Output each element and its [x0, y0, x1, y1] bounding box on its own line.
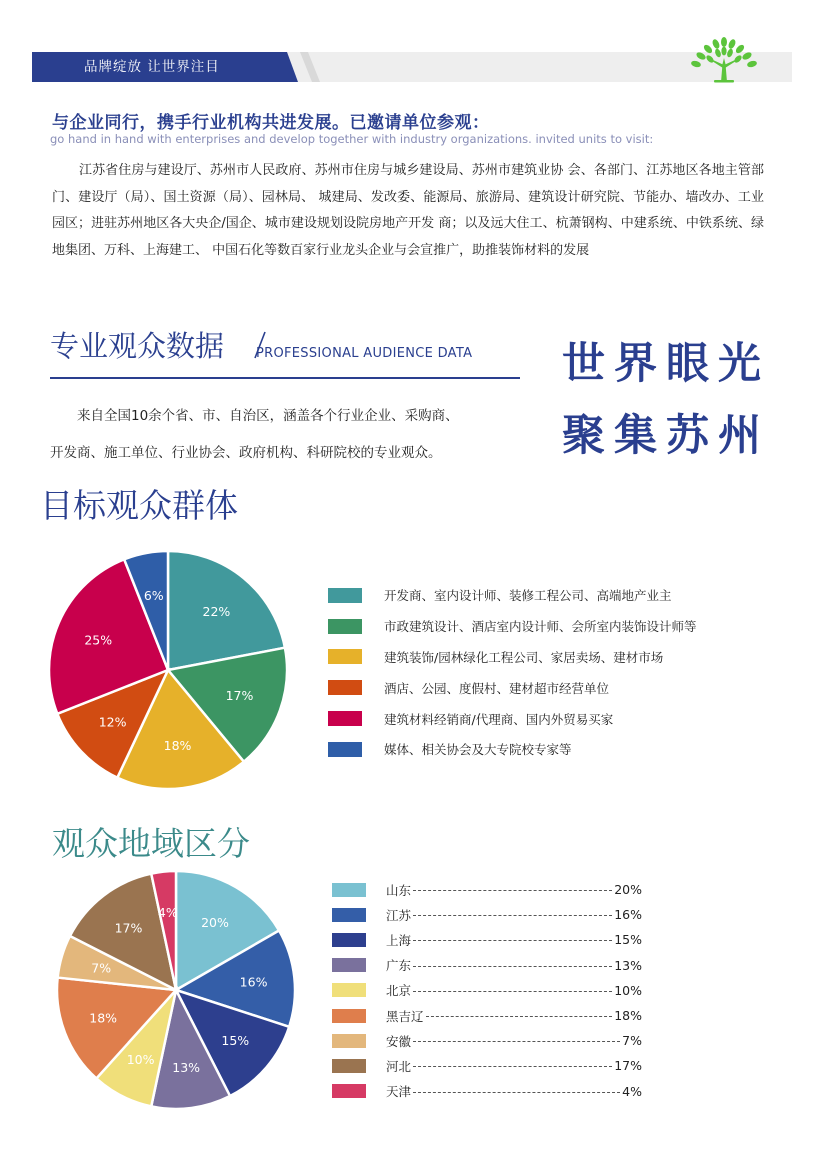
target-slice-label-4: 25%	[84, 632, 113, 648]
region-legend-item	[332, 1079, 642, 1104]
legend-swatch	[328, 619, 362, 634]
legend-leader-line	[413, 1041, 620, 1042]
target-legend-item	[328, 703, 697, 734]
region-legend-item	[332, 953, 642, 978]
invite-heading: 与企业同行，携手行业机构共进发展。已邀请单位参观：	[52, 113, 490, 133]
region-legend-item	[332, 978, 642, 1003]
region-slice-label-5: 18%	[89, 1010, 118, 1026]
legend-value: 10%	[614, 982, 642, 998]
legend-value: 7%	[622, 1033, 642, 1049]
professional-line-2: 开发商、施工单位、行业协会、政府机构、科研院校的专业观众。	[50, 445, 442, 461]
legend-value: 4%	[622, 1083, 642, 1099]
slogan-line-2: 聚集苏州	[562, 411, 770, 461]
brand-slogan: 品牌绽放 让世界注目	[84, 59, 220, 75]
region-legend-item	[332, 877, 642, 902]
target-audience-pie-chart	[40, 545, 300, 805]
region-slice-label-1: 16%	[239, 974, 268, 990]
legend-label: 安徽	[386, 1033, 412, 1049]
region-slice-label-8: 4%	[157, 904, 178, 920]
target-legend-item	[328, 734, 697, 765]
legend-swatch	[328, 711, 362, 726]
target-slice-label-0: 22%	[202, 603, 231, 619]
professional-description	[50, 398, 520, 472]
legend-leader-line	[413, 966, 612, 967]
legend-swatch	[328, 588, 362, 603]
legend-swatch	[328, 649, 362, 664]
region-slice-label-7: 17%	[114, 920, 143, 936]
legend-swatch	[332, 1059, 366, 1073]
legend-swatch	[332, 1034, 366, 1048]
region-pie-chart	[46, 866, 306, 1126]
legend-label: 市政建筑设计、酒店室内设计师、会所室内装饰设计师等	[384, 619, 697, 635]
region-legend-item	[332, 1053, 642, 1078]
legend-label: 上海	[386, 932, 412, 948]
legend-label: 河北	[386, 1058, 412, 1074]
target-audience-legend	[328, 580, 697, 765]
target-slice-label-1: 17%	[225, 688, 254, 704]
legend-swatch	[328, 680, 362, 695]
legend-leader-line	[413, 940, 612, 941]
legend-value: 15%	[614, 932, 642, 948]
legend-label: 江苏	[386, 907, 412, 923]
target-legend-item	[328, 611, 697, 642]
region-legend	[332, 877, 642, 1104]
legend-swatch	[328, 742, 362, 757]
target-legend-item	[328, 580, 697, 611]
tree-logo-icon	[688, 34, 760, 84]
region-slice-label-6: 7%	[91, 960, 112, 976]
legend-label: 开发商、室内设计师、装修工程公司、高端地产业主	[384, 588, 672, 604]
region-slice-label-2: 15%	[221, 1033, 250, 1049]
legend-swatch	[332, 983, 366, 997]
legend-value: 17%	[614, 1058, 642, 1074]
legend-leader-line	[426, 1016, 613, 1017]
legend-leader-line	[413, 1066, 612, 1067]
region-legend-item	[332, 927, 642, 952]
legend-leader-line	[413, 991, 612, 992]
target-legend-item	[328, 672, 697, 703]
legend-swatch	[332, 1009, 366, 1023]
region-slice-label-3: 13%	[172, 1059, 201, 1075]
legend-swatch	[332, 958, 366, 972]
legend-label: 酒店、公园、度假村、建材超市经营单位	[384, 680, 610, 696]
target-legend-item	[328, 642, 697, 673]
legend-label: 媒体、相关协会及大专院校专家等	[384, 742, 572, 758]
legend-swatch	[332, 908, 366, 922]
legend-swatch	[332, 933, 366, 947]
region-legend-item	[332, 1003, 642, 1028]
legend-label: 建筑装饰/园林绿化工程公司、家居卖场、建材市场	[384, 649, 664, 665]
legend-label: 黑吉辽	[386, 1008, 424, 1024]
region-slice-label-0: 20%	[201, 914, 229, 930]
legend-swatch	[332, 1084, 366, 1098]
legend-value: 13%	[614, 957, 642, 973]
legend-swatch	[332, 883, 366, 897]
legend-value: 18%	[614, 1008, 642, 1024]
legend-label: 广东	[386, 958, 412, 974]
region-legend-item	[332, 1028, 642, 1053]
invite-body: 江苏省住房与建设厅、苏州市人民政府、苏州市住房与城乡建设局、苏州市建筑业协 会、各部门、江苏地区各地主管部门、建设厅（局）、国土资源（局）、园林局、 城建局、发改委、能源局、旅游局、建筑设计研究院、节能办、墙改办、工业园区；进驻苏州地区各大央企/国企、城市建设规划设院房地产开发 商；以及远大住工、杭萧钢构、中建系统、中铁系统、绿地集团、万科、上海建工、 中国石化等数百家行业龙头企业与会宣推广，助推装饰材料的发展	[52, 163, 764, 258]
slogan-line-1: 世界眼光	[562, 339, 770, 389]
legend-label: 建筑材料经销商/代理商、国内外贸易买家	[384, 711, 614, 727]
invite-heading-en: go hand in hand with enterprises and develop together with industry organizations. invited units to visit:	[50, 132, 654, 146]
legend-leader-line	[413, 915, 612, 916]
region-legend-item	[332, 902, 642, 927]
legend-label: 山东	[386, 882, 412, 898]
target-slice-label-5: 6%	[143, 587, 164, 603]
legend-label: 天津	[386, 1084, 412, 1100]
target-slice-label-3: 12%	[98, 714, 127, 730]
legend-value: 16%	[614, 907, 642, 923]
professional-line-1: 来自全国10余个省、市、自治区，涵盖各个行业企业、采购商、	[77, 408, 459, 424]
professional-underline	[50, 377, 520, 379]
legend-leader-line	[413, 1092, 620, 1093]
professional-title: 专业观众数据	[50, 329, 225, 363]
legend-value: 20%	[614, 882, 642, 898]
professional-title-en: PROFESSIONAL AUDIENCE DATA	[256, 346, 473, 361]
legend-label: 北京	[386, 983, 412, 999]
region-title: 观众地域区分	[52, 824, 250, 863]
region-slice-label-4: 10%	[126, 1051, 155, 1067]
target-slice-label-2: 18%	[163, 737, 192, 753]
legend-leader-line	[413, 890, 612, 891]
target-audience-title: 目标观众群体	[40, 486, 238, 525]
